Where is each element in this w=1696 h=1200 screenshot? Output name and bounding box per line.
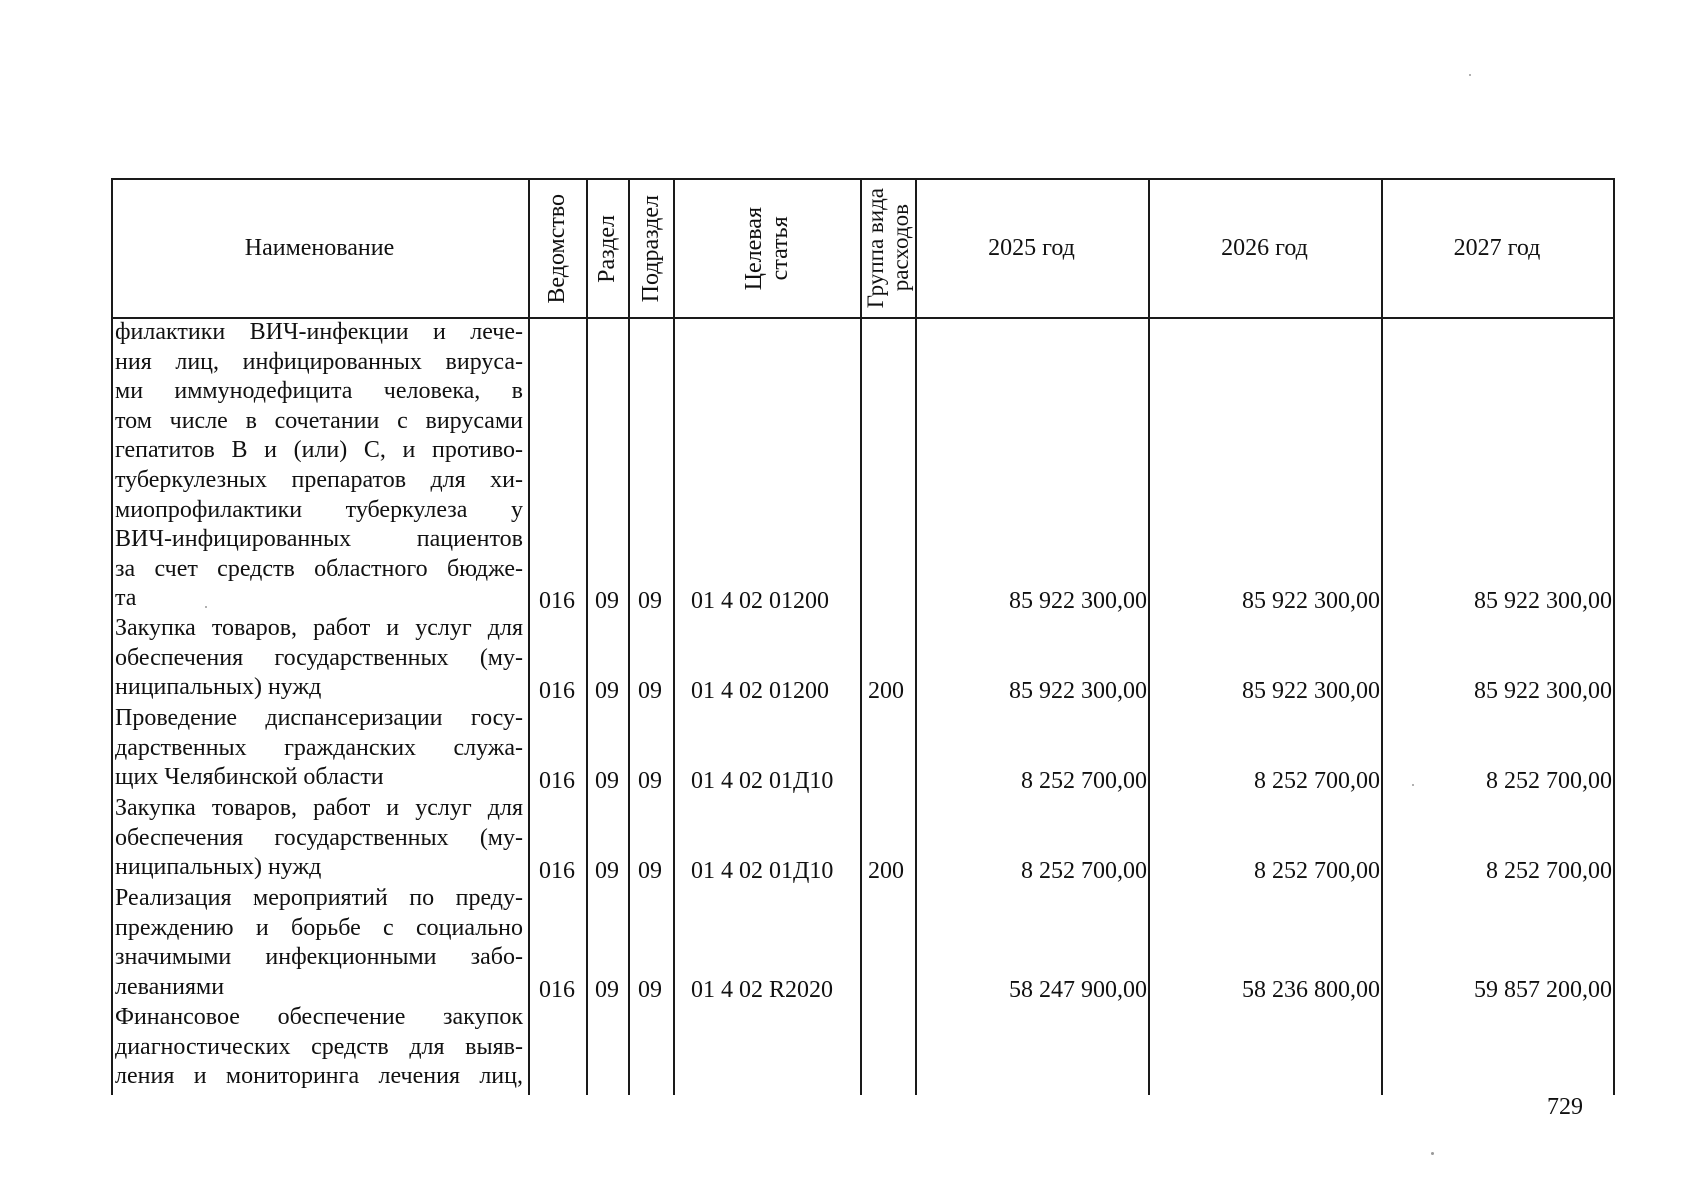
table-row-1-name: филактики ВИЧ-инфекции и лече- ния лиц, инфицированных вируса- ми иммунодефицита человека, в том числе в сочетании с вирусами гепатитов В и (или) С, и противо- туберкулезных препаратов для хи- миопрофилактики туберкулеза у ВИЧ-инфицированных пациентов за счет средств областного бюдже- та	[115, 319, 523, 612]
table-row-6-name: Финансовое обеспечение закупок диагностических средств для выяв- ления и мониторинга лечения лиц,	[115, 1004, 523, 1090]
table-row-2-2025: 85 922 300,00	[1009, 678, 1147, 704]
table-row-1-podrazdel: 09	[638, 588, 662, 614]
page-number: 729	[1547, 1094, 1583, 1120]
scan-speck	[1412, 784, 1414, 786]
table-row-4-2025: 8 252 700,00	[1021, 858, 1147, 884]
table-row-2-celevaya: 01 4 02 01200	[691, 678, 829, 704]
table-row-3-razdel: 09	[595, 768, 619, 794]
header-2025: 2025 год	[988, 235, 1075, 261]
scan-speck	[1431, 1152, 1434, 1155]
table-row-3-vedomstvo: 016	[539, 768, 575, 794]
header-razdel: Раздел	[594, 214, 620, 283]
header-gruppa-line1: Группа вида	[862, 188, 888, 309]
table-row-2-name: Закупка товаров, работ и услуг для обеспечения государственных (му- ниципальных) нужд	[115, 615, 523, 701]
table-row-1-razdel: 09	[595, 588, 619, 614]
col-border-2026	[1381, 178, 1383, 1095]
table-row-5-razdel: 09	[595, 977, 619, 1003]
col-border-gruppa	[915, 178, 917, 1095]
table-row-2-gruppa: 200	[868, 678, 904, 704]
table-row-3-name: Проведение диспансеризации госу- дарственных гражданских служа- щих Челябинской области	[115, 705, 523, 791]
header-2027: 2027 год	[1453, 235, 1541, 261]
header-vedomstvo: Ведомство	[544, 193, 570, 304]
table-row-5-celevaya: 01 4 02 R2020	[691, 977, 834, 1003]
table-row-1-celevaya: 01 4 02 01200	[691, 588, 829, 614]
header-name: Наименование	[244, 235, 395, 261]
table-row-1-2025: 85 922 300,00	[1009, 588, 1147, 614]
table-row-4-celevaya: 01 4 02 01Д10	[691, 858, 834, 884]
col-border-left	[111, 178, 113, 1095]
col-border-right	[1613, 178, 1615, 1095]
table-row-2-2027: 85 922 300,00	[1474, 678, 1612, 704]
table-row-3-2025: 8 252 700,00	[1021, 768, 1147, 794]
scan-speck	[205, 606, 207, 608]
table-row-5-name: Реализация мероприятий по преду- преждению и борьбе с социально значимыми инфекционными забо- леваниями	[115, 885, 523, 1000]
table-row-3-podrazdel: 09	[638, 768, 662, 794]
header-gruppa-line2: расходов	[887, 204, 913, 293]
header-2026: 2026 год	[1221, 235, 1308, 261]
table-row-4-razdel: 09	[595, 858, 619, 884]
header-celevaya-line1: Целевая	[740, 206, 767, 291]
table-row-4-podrazdel: 09	[638, 858, 662, 884]
table-row-2-podrazdel: 09	[638, 678, 662, 704]
header-celevaya	[673, 180, 860, 317]
table-row-4-vedomstvo: 016	[539, 858, 575, 884]
header-gruppa	[860, 180, 915, 317]
table-row-2-razdel: 09	[595, 678, 619, 704]
table-row-2-vedomstvo: 016	[539, 678, 575, 704]
table-row-1-2026: 85 922 300,00	[1242, 588, 1380, 614]
scan-speck	[1469, 74, 1471, 76]
table-row-2-2026: 85 922 300,00	[1242, 678, 1380, 704]
table-row-4-2026: 8 252 700,00	[1254, 858, 1380, 884]
table-row-4-2027: 8 252 700,00	[1486, 858, 1612, 884]
table-row-5-2027: 59 857 200,00	[1474, 977, 1612, 1003]
table-row-4-name: Закупка товаров, работ и услуг для обеспечения государственных (му- ниципальных) нужд	[115, 795, 523, 881]
table-row-5-vedomstvo: 016	[539, 977, 575, 1003]
table-row-5-podrazdel: 09	[638, 977, 662, 1003]
table-row-3-2027: 8 252 700,00	[1486, 768, 1612, 794]
table-row-5-2026: 58 236 800,00	[1242, 977, 1380, 1003]
table-row-1-vedomstvo: 016	[539, 588, 575, 614]
table-row-1-2027: 85 922 300,00	[1474, 588, 1612, 614]
header-podrazdel: Подраздел	[637, 194, 664, 303]
header-celevaya-line2: статья	[766, 216, 793, 281]
table-row-4-gruppa: 200	[868, 858, 904, 884]
table-row-3-celevaya: 01 4 02 01Д10	[691, 768, 834, 794]
col-border-2025	[1148, 178, 1150, 1095]
table-row-5-2025: 58 247 900,00	[1009, 977, 1147, 1003]
table-row-3-2026: 8 252 700,00	[1254, 768, 1380, 794]
